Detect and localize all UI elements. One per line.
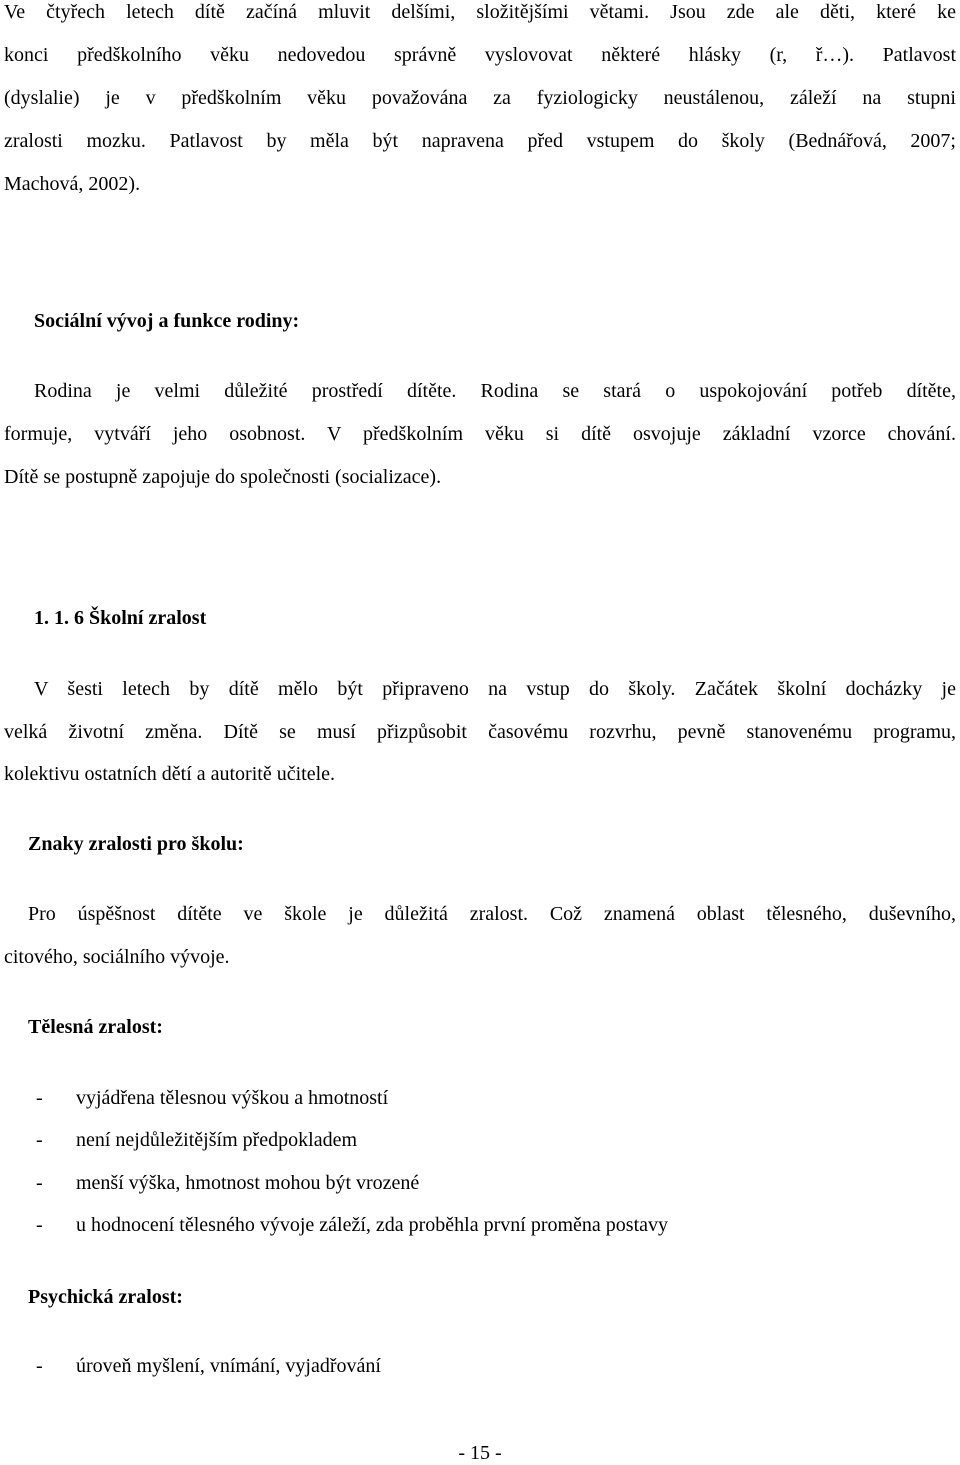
section-heading: Psychická zralost: bbox=[28, 1286, 183, 1308]
paragraph-line: konci předškolního věku nedovedou správně vyslovovat některé hlásky (r, ř…). Patlavost bbox=[4, 44, 956, 66]
list-dash: - bbox=[36, 1087, 43, 1109]
paragraph-line: Machová, 2002). bbox=[4, 173, 141, 195]
list-item-text: není nejdůležitějším předpokladem bbox=[76, 1129, 358, 1151]
list-dash: - bbox=[36, 1172, 43, 1194]
list-item-text: u hodnocení tělesného vývoje záleží, zda proběhla první proměna postavy bbox=[76, 1214, 669, 1236]
paragraph-line: zralosti mozku. Patlavost by měla být napravena před vstupem do školy (Bednářová, 2007; bbox=[4, 130, 956, 152]
list-item-text: úroveň myšlení, vnímání, vyjadřování bbox=[76, 1355, 381, 1377]
section-heading: Tělesná zralost: bbox=[28, 1016, 163, 1038]
paragraph-line: Ve čtyřech letech dítě začíná mluvit delšími, složitějšími větami. Jsou zde ale děti, které ke bbox=[4, 1, 956, 23]
list-dash: - bbox=[36, 1214, 43, 1236]
paragraph-line: formuje, vytváří jeho osobnost. V předškolním věku si dítě osvojuje základní vzorce chování. bbox=[4, 423, 956, 445]
paragraph-line: V šesti letech by dítě mělo být připraveno na vstup do školy. Začátek školní docházky je bbox=[34, 678, 956, 700]
list-item-text: vyjádřena tělesnou výškou a hmotností bbox=[76, 1087, 389, 1109]
list-dash: - bbox=[36, 1355, 43, 1377]
paragraph-line: (dyslalie) je v předškolním věku považována za fyziologicky neustálenou, záleží na stupni bbox=[4, 87, 956, 109]
list-item-text: menší výška, hmotnost mohou být vrozené bbox=[76, 1172, 420, 1194]
paragraph-line: velká životní změna. Dítě se musí přizpůsobit časovému rozvrhu, pevně stanovenému programu, bbox=[4, 721, 956, 743]
paragraph-line: kolektivu ostatních dětí a autoritě učitele. bbox=[4, 763, 336, 785]
section-heading: 1. 1. 6 Školní zralost bbox=[34, 607, 207, 629]
paragraph-line: Dítě se postupně zapojuje do společnosti (socializace). bbox=[4, 466, 442, 488]
section-heading: Sociální vývoj a funkce rodiny: bbox=[34, 310, 300, 332]
paragraph-line: citového, sociálního vývoje. bbox=[4, 946, 230, 968]
paragraph-line: Rodina je velmi důležité prostředí dítěte. Rodina se stará o uspokojování potřeb dítěte, bbox=[34, 380, 956, 402]
page-number: - 15 - bbox=[458, 1442, 502, 1464]
section-heading: Znaky zralosti pro školu: bbox=[28, 833, 244, 855]
paragraph-line: Pro úspěšnost dítěte ve škole je důležitá zralost. Což znamená oblast tělesného, duševního, bbox=[28, 903, 956, 925]
list-dash: - bbox=[36, 1129, 43, 1151]
